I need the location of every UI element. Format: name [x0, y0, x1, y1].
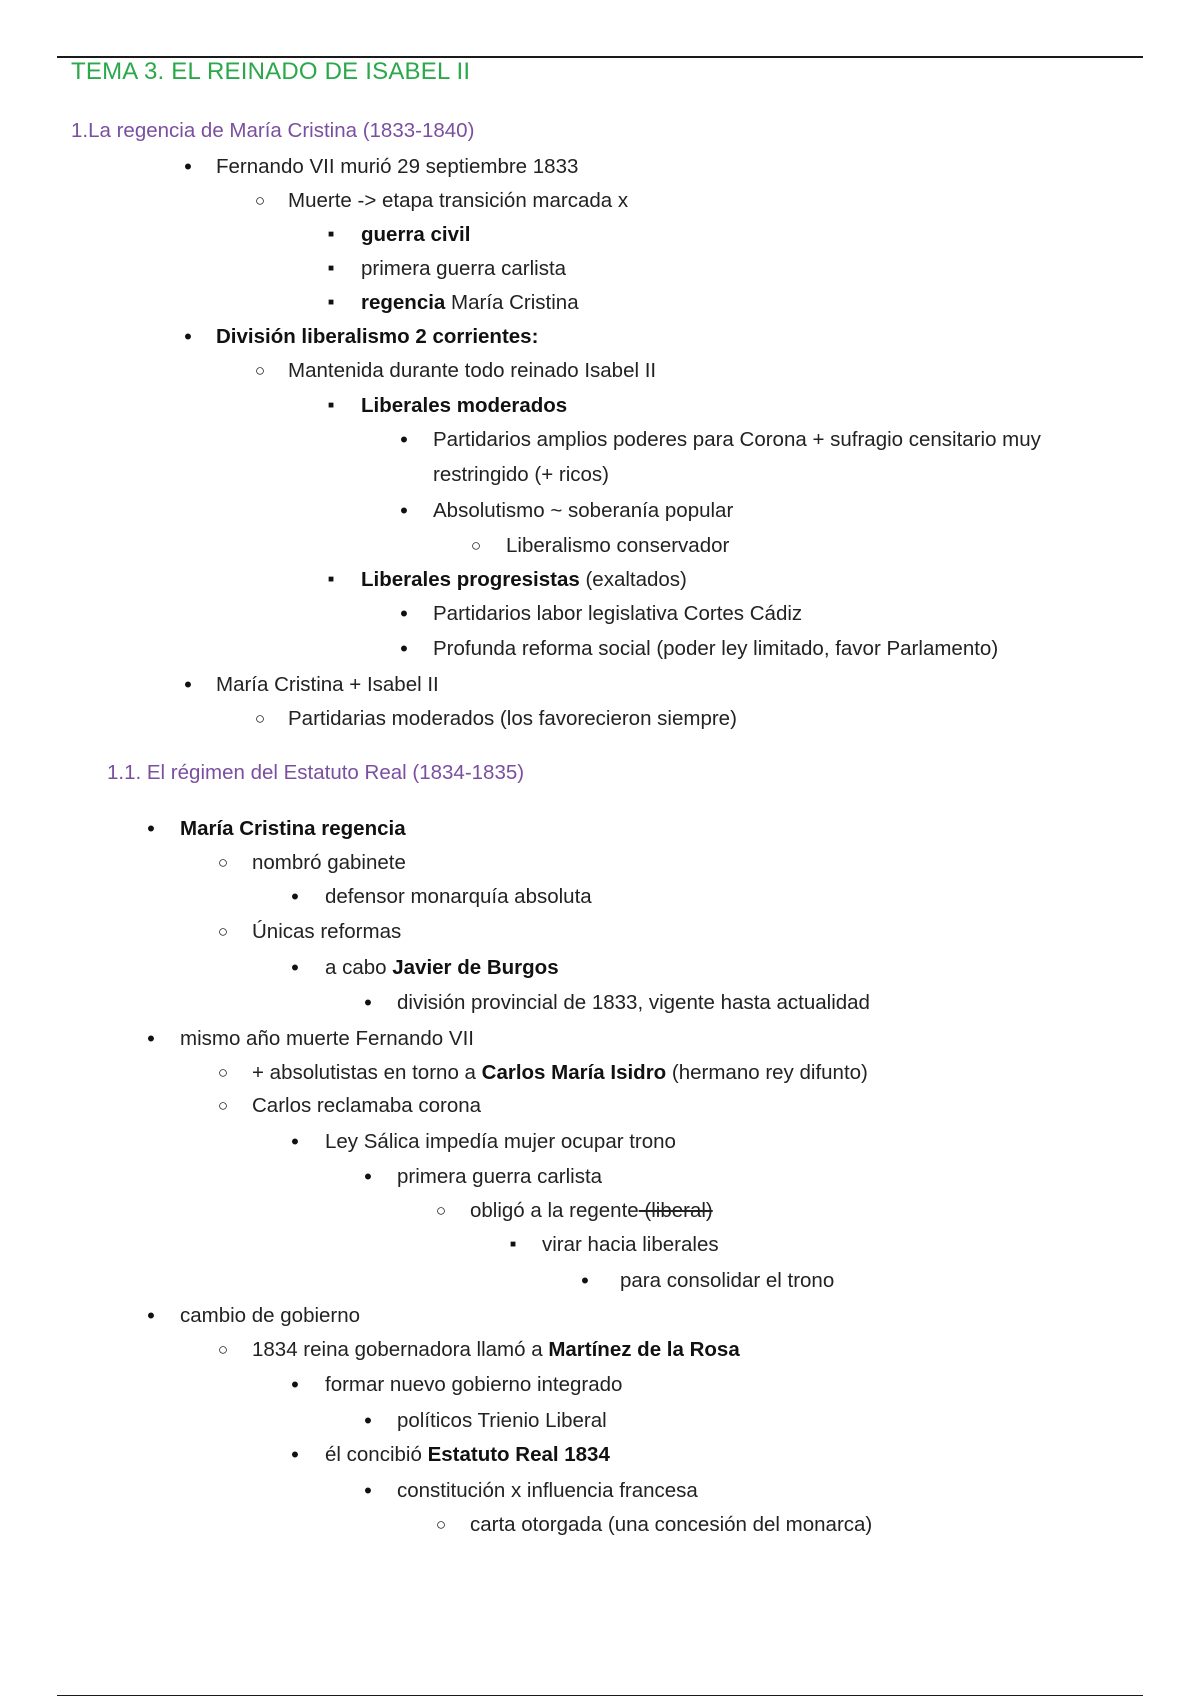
bullet-dot-icon: • [291, 1129, 299, 1154]
list-item: políticos Trienio Liberal [397, 1409, 607, 1432]
list-item: Mantenida durante todo reinado Isabel II [288, 359, 657, 382]
list-item: María Cristina + Isabel II [216, 673, 439, 696]
bullet-dot-icon: • [291, 1372, 299, 1397]
strikethrough-text: (liberal) [638, 1199, 713, 1222]
bullet-circle-icon: ○ [217, 1063, 229, 1082]
bullet-circle-icon: ○ [254, 191, 266, 210]
bullet-circle-icon: ○ [217, 853, 229, 872]
bullet-circle-icon: ○ [217, 1096, 229, 1115]
list-item: obligó a la regente (liberal) [470, 1199, 713, 1222]
list-item: a cabo Javier de Burgos [325, 956, 559, 979]
bullet-circle-icon: ○ [254, 709, 266, 728]
section-heading-2: 1.1. El régimen del Estatuto Real (1834-1835) [107, 761, 525, 784]
list-item: primera guerra carlista [361, 257, 567, 280]
list-item: defensor monarquía absoluta [325, 885, 592, 908]
list-item: Liberalismo conservador [506, 534, 730, 557]
bullet-dot-icon: • [184, 324, 192, 349]
bullet-square-icon: ■ [327, 574, 335, 585]
list-item: virar hacia liberales [542, 1233, 719, 1256]
list-item: división provincial de 1833, vigente hasta actualidad [397, 991, 870, 1014]
section-heading-1: 1.La regencia de María Cristina (1833-1840) [71, 119, 475, 142]
bullet-circle-icon: ○ [435, 1515, 447, 1534]
list-item: regencia María Cristina [361, 291, 579, 314]
bullet-square-icon: ■ [327, 297, 335, 308]
bullet-dot-icon: • [364, 1478, 372, 1503]
list-item: Carlos reclamaba corona [252, 1094, 482, 1117]
list-item: cambio de gobierno [180, 1304, 361, 1327]
bullet-dot-icon: • [147, 1026, 155, 1051]
list-item: División liberalismo 2 corrientes: [216, 325, 539, 348]
bullet-square-icon: ■ [509, 1239, 517, 1250]
list-item: Partidarios amplios poderes para Corona + sufragio censitario muy [433, 428, 1041, 451]
bullet-circle-icon: ○ [470, 536, 482, 555]
bullet-dot-icon: • [291, 884, 299, 909]
list-item: carta otorgada (una concesión del monarca) [470, 1513, 873, 1536]
bullet-dot-icon: • [184, 672, 192, 697]
bullet-square-icon: ■ [327, 229, 335, 240]
list-item: guerra civil [361, 223, 471, 246]
list-item: Profunda reforma social (poder ley limitado, favor Parlamento) [433, 637, 999, 660]
bullet-circle-icon: ○ [254, 361, 266, 380]
bullet-dot-icon: • [364, 1164, 372, 1189]
list-item: primera guerra carlista [397, 1165, 603, 1188]
bullet-dot-icon: • [400, 427, 408, 452]
list-item-continuation: restringido (+ ricos) [433, 463, 610, 486]
bullet-square-icon: ■ [327, 400, 335, 411]
bullet-circle-icon: ○ [217, 922, 229, 941]
bullet-square-icon: ■ [327, 263, 335, 274]
list-item: nombró gabinete [252, 851, 406, 874]
bullet-circle-icon: ○ [217, 1340, 229, 1359]
bullet-dot-icon: • [147, 1303, 155, 1328]
list-item: él concibió Estatuto Real 1834 [325, 1443, 610, 1466]
list-item: + absolutistas en torno a Carlos María Isidro (hermano rey difunto) [252, 1061, 868, 1084]
bullet-dot-icon: • [147, 816, 155, 841]
list-item: Liberales progresistas (exaltados) [361, 568, 687, 591]
bullet-dot-icon: • [400, 601, 408, 626]
list-item: Absolutismo ~ soberanía popular [433, 499, 734, 522]
page-title: TEMA 3. EL REINADO DE ISABEL II [71, 58, 471, 85]
bullet-dot-icon: • [291, 955, 299, 980]
list-item: Fernando VII murió 29 septiembre 1833 [216, 155, 579, 178]
list-item: María Cristina regencia [180, 817, 406, 840]
list-item: mismo año muerte Fernando VII [180, 1027, 474, 1050]
list-item: constitución x influencia francesa [397, 1479, 698, 1502]
bullet-dot-icon: • [400, 498, 408, 523]
list-item: Liberales moderados [361, 394, 568, 417]
bullet-circle-icon: ○ [435, 1201, 447, 1220]
bullet-dot-icon: • [184, 154, 192, 179]
bottom-rule [57, 1695, 1143, 1696]
bullet-dot-icon: • [400, 636, 408, 661]
bullet-dot-icon: • [364, 990, 372, 1015]
list-item: formar nuevo gobierno integrado [325, 1373, 623, 1396]
bullet-dot-icon: • [581, 1268, 589, 1293]
bullet-dot-icon: • [364, 1408, 372, 1433]
list-item: Ley Sálica impedía mujer ocupar trono [325, 1130, 676, 1153]
bullet-dot-icon: • [291, 1442, 299, 1467]
list-item: Partidarios labor legislativa Cortes Cádiz [433, 602, 803, 625]
list-item: Muerte -> etapa transición marcada x [288, 189, 629, 212]
list-item: Únicas reformas [252, 920, 402, 943]
list-item: Partidarias moderados (los favorecieron siempre) [288, 707, 737, 730]
list-item: 1834 reina gobernadora llamó a Martínez de la Rosa [252, 1338, 740, 1361]
list-item: para consolidar el trono [620, 1269, 835, 1292]
